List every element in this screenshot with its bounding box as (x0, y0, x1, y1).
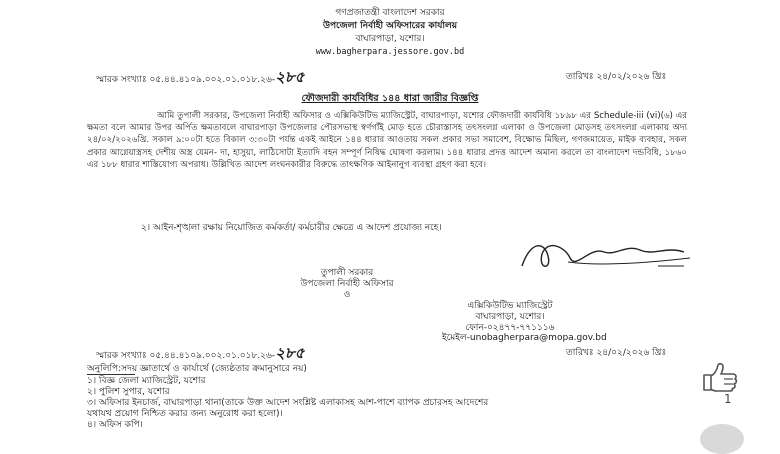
like-count: 1 (724, 392, 732, 406)
signatory-designation-uno: উপজেলা নির্বাহী অফিসার (300, 279, 394, 289)
signatory-location: বাঘারপাড়া, যশোর। (475, 312, 545, 322)
copy-item: ৩। অফিসার ইনচার্জ, বাঘারপাড়া থানা(তাকে উক্ত আদেশ সংশ্লিষ্ট এলাকাসহ আশ-পাশে ব্যাপক প্রচারসহ আদেশের (87, 398, 489, 408)
signatory-and: ও (343, 290, 351, 300)
signatory-email: ইমেইল-unobagherpara@mopa.gov.bd (442, 333, 607, 343)
memo-reference-number: ২৮৫ (275, 68, 305, 86)
copy-item: ২। পুলিশ সুপার, যশোর (87, 387, 170, 397)
signatory-name: তুপালী সরকার (320, 268, 374, 278)
copy-item: ৪। অফিস কপি। (87, 420, 143, 430)
notice-paragraph-1: আমি তুপালী সরকার, উপজেলা নির্বাহী অফিসার ও এক্সিকিউটিভ ম্যাজিস্ট্রেট, বাঘারপাড়া, যশোর ফৌজদারী কার্যবিধি ১৮৯৮ এর Schedule-iii (vi)(৬) এর ক্ষমতা বলে আমার উপর অর্পিত ক্ষমতাবলে বাঘারপাড়া উপজেলার পৌরসভাস্থ স্বর্ণগাঁই মোড় হতে চৌরাস্তাসহ তৎসংলগ্ন এলাকা ও উপজেলা মোড়সহ তৎসংলগ্ন এলাকায় অদ্য ২৪/০২/২০২৬খ্রি. সকাল ৯:০০টা হতে বিকাল ৩:৩০টা পর্যন্ত একই আইনে ১৪৪ ধারার আওতায় সকল প্রকার সভা সমাবেশ, বিক্ষোভ মিছিল, গণজমায়েত, মাইক ব্যবহার, সকল প্রকার আগ্নেয়াস্ত্রসহ দেশীয় অস্ত্র যেমন- দা, হাসুয়া, লাঠিসোটা ইত্যাদি বহন সম্পূর্ণ নিষিদ্ধ ঘোষণা করলাম। ১৪৪ ধারার প্রদত্ত আদেশ অমান্য করলে তা বাংলাদেশ দন্ডবিধি, ১৮৬০ এর ১৮৮ ধারার শাস্তিযোগ্য অপরাধ। উল্লিখিত আদেশ লংঘনকারীর বিরুদ্ধে তাৎক্ষণিক আইনানুগ ব্যবস্থা গ্রহণ করা হবে। (87, 111, 687, 170)
copy-item: যথাযথ প্রয়োগ নিশ্চিত করার জন্য অনুরোধ করা হলো)। (87, 409, 283, 419)
copy-heading-underline (87, 374, 135, 375)
comment-bubble-icon[interactable] (700, 424, 744, 454)
header-office: উপজেলা নির্বাহী অফিসারের কার্যালয় (322, 21, 458, 31)
memo-reference (96, 68, 305, 86)
signature (508, 236, 698, 278)
header-website: www.bagherpara.jessore.gov.bd (315, 47, 465, 57)
signatory-designation-magistrate: এক্সিকিউটিভ ম্যাজিস্ট্রেট (467, 301, 553, 311)
memo-reference-text: স্মারক সংখ্যাঃ ০৫.৪৪.৪১০৯.০০২.০১.০১৮.২৬- (96, 75, 276, 85)
signatory-phone: ফোন-০২৪৭৭-৭৭১১১৬ (465, 323, 555, 333)
thumbs-up-icon[interactable] (700, 362, 742, 392)
header-location: বাঘারপাড়া, যশোর। (355, 34, 425, 44)
memo-reference-copy (96, 344, 305, 362)
notice-paragraph-2: ২। আইন-শৃঙ্খলা রক্ষায় নিয়োজিত কর্মকর্তা/ কর্মচারীর ক্ষেত্রে এ আদেশ প্রযোজ্য নহে। (141, 223, 442, 233)
header-government: গণপ্রজাতন্ত্রী বাংলাদেশ সরকার (335, 8, 445, 18)
memo-date-copy: তারিখঃ ২৪/০২/২০২৬ খ্রিঃ (566, 348, 667, 358)
memo-reference-copy-number: ২৮৫ (275, 344, 305, 362)
copy-heading: অনুলিপি:সদয় জ্ঞাতার্থে ও কার্যার্থে (জ্যেষ্ঠতার ক্রমানুসারে নয়) (87, 364, 307, 374)
memo-reference-copy-text: স্মারক সংখ্যাঃ ০৫.৪৪.৪১০৯.০০২.০১.০১৮.২৬- (96, 351, 276, 361)
memo-date: তারিখঃ ২৪/০২/২০২৬ খ্রিঃ (566, 72, 667, 82)
notice-title: ফৌজদারী কার্যবিধির ১৪৪ ধারা জারীর বিজ্ঞপ্তি (301, 93, 479, 104)
copy-item: ১। বিজ্ঞ জেলা ম্যাজিস্ট্রেট, যশোর (87, 376, 206, 386)
